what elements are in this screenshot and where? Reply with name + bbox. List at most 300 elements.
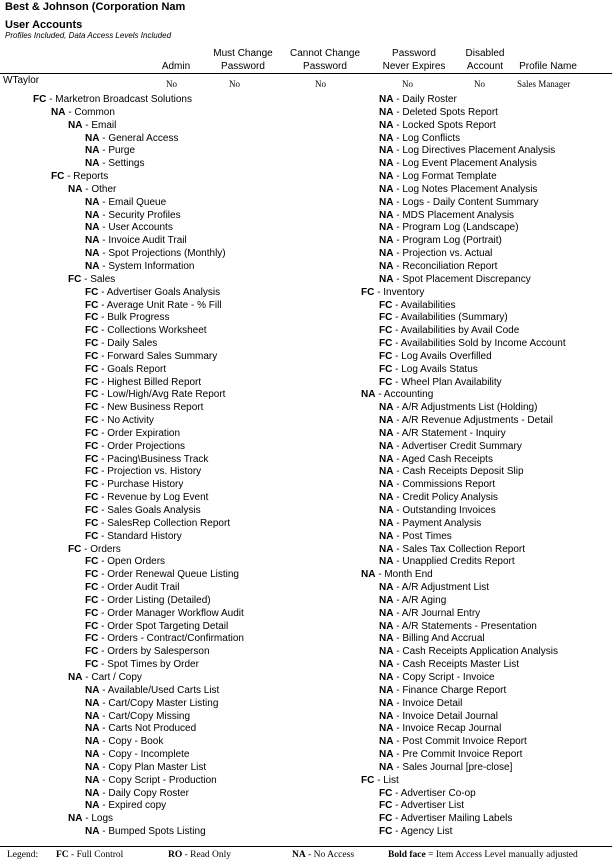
access-level-code: NA [361,569,376,581]
access-item-label: Projection vs. Actual [402,248,493,260]
access-level-code: NA [68,183,83,195]
access-item-label: Log Avails Overfilled [401,350,492,362]
separator: - [98,389,108,401]
legend-read-only: RO - Read Only [168,850,232,860]
separator: - [393,440,402,452]
access-item [310,94,610,107]
access-level-code: NA [379,684,394,696]
access-item-label: Other [91,183,117,195]
access-item-label: Order Listing (Detailed) [107,594,211,606]
access-item-label: Sales [90,273,116,285]
access-level-code: NA [85,800,100,812]
access-item-label: Marketron Broadcast Solutions [55,94,192,105]
access-level-code: FC [379,363,393,375]
access-level-code: FC [85,569,99,581]
access-item [310,300,610,313]
access-item [0,210,300,223]
separator: - [393,415,402,427]
access-level-code: NA [379,582,394,594]
access-level-code: NA [379,171,394,183]
access-level-code: NA [379,646,394,658]
separator: - [99,260,109,272]
separator: - [393,209,403,221]
access-level-code: NA [68,671,83,683]
access-item [0,274,300,287]
access-item-label: Spot Times by Order [107,659,199,671]
separator: - [98,659,108,671]
access-item [310,377,610,390]
access-item [0,338,300,351]
access-item [310,633,610,646]
footer-divider [0,846,612,847]
access-level-code: NA [85,235,100,247]
legend-label: Legend: [7,850,39,860]
access-item [0,633,300,646]
separator: - [98,363,108,375]
separator: - [393,620,402,632]
access-item [0,531,300,544]
access-item-label: Available/Used Carts List [107,684,220,696]
access-level-code: NA [68,119,83,131]
separator: - [82,671,92,683]
access-level-code: NA [85,761,100,773]
access-item-label: Goals Report [107,363,167,375]
separator: - [99,684,108,696]
report-subtitle: Profiles Included, Data Access Levels Included [5,31,172,40]
access-item-label: Revenue by Log Event [107,492,209,504]
access-level-code: FC [85,594,99,606]
separator: - [393,505,403,516]
separator: - [393,710,403,722]
access-item-label: No Activity [107,415,154,427]
column-header-cannot-change-password: Cannot Change Password [289,48,361,72]
access-item-label: Log Conflicts [402,132,461,144]
separator: - [82,813,92,825]
access-item [310,788,610,801]
access-item-label: Purge [108,145,136,157]
access-item [0,377,300,390]
access-item-label: Logs [91,813,114,825]
access-item-label: Bumped Spots Listing [108,826,206,838]
access-item [0,248,300,261]
access-level-code: NA [379,145,394,157]
separator: - [98,376,108,388]
access-level-code: NA [85,710,100,722]
access-item-label: A/R Aging [401,594,447,606]
access-item-label: Availabilities [400,299,456,311]
access-item [310,518,610,531]
access-item-label: Common [74,106,115,118]
access-item-label: Orders by Salesperson [107,646,210,658]
access-item [0,120,300,133]
company-name: Best & Johnson (Corporation Nam [5,1,186,13]
access-item [310,646,610,659]
access-item-label: Pre Commit Invoice Report [402,749,523,761]
separator: - [392,299,401,311]
access-item [0,325,300,338]
access-level-code: NA [379,260,394,272]
access-item-label: Finance Charge Report [402,684,507,696]
access-level-code: FC [85,312,99,324]
access-item [310,184,610,197]
access-item [0,518,300,531]
access-item [310,248,610,261]
access-item [310,428,610,441]
access-level-code: NA [379,466,394,478]
separator: - [393,158,403,170]
separator: - [98,402,108,414]
access-level-code: NA [85,209,100,221]
access-level-code: NA [379,119,394,131]
value-admin: No [166,79,177,89]
legend-bold-face: Bold face = Item Access Level manually adjusted [388,850,578,860]
separator: - [98,312,108,324]
access-item [0,235,300,248]
access-level-code: NA [85,723,100,735]
separator: - [393,671,403,683]
access-level-code: NA [85,826,100,838]
access-level-code: FC [68,543,82,555]
access-item-label: Invoice Recap Journal [402,723,502,735]
value-disabled-account: No [474,79,485,89]
access-level-code: NA [379,209,394,221]
access-level-code: NA [379,697,394,709]
legend-full-control: FC - Full Control [56,850,124,860]
access-level-code: NA [379,273,394,285]
column-header-disabled-account: Disabled Account [465,48,505,72]
separator: - [98,286,107,298]
access-item-label: Month End [384,569,433,581]
separator: - [98,325,108,337]
access-level-code: NA [379,517,394,529]
access-item-label: Copy - Incomplete [108,749,190,761]
access-item-label: Deleted Spots Report [402,106,498,118]
access-level-code: NA [379,415,394,427]
report-title: User Accounts [5,19,83,31]
access-level-code: FC [85,286,99,298]
access-item [310,312,610,325]
access-item-label: Email Queue [108,196,167,208]
separator: - [99,826,109,838]
access-item-label: Orders - Contract/Confirmation [107,633,244,645]
access-item [310,120,610,133]
access-item-label: Cart/Copy Missing [108,710,191,722]
access-level-code: FC [379,376,393,388]
separator: - [393,171,403,183]
access-item [0,595,300,608]
access-level-code: FC [85,620,99,632]
access-level-code: NA [379,427,394,439]
access-item-label: Wheel Plan Availability [401,376,502,388]
access-item [310,569,610,582]
access-item [310,813,610,826]
separator: - [393,646,403,658]
separator: - [375,389,384,401]
separator: - [64,171,74,183]
access-item [0,428,300,441]
access-item [0,145,300,158]
access-item-label: Order Audit Trail [107,582,180,594]
access-item [310,454,610,467]
access-level-code: NA [379,222,394,234]
access-item-label: Sales Goals Analysis [107,505,201,516]
separator: - [99,787,109,799]
access-level-code: FC [85,646,99,658]
access-item-label: Highest Billed Report [107,376,202,388]
access-item [0,723,300,736]
separator: - [99,697,109,709]
access-item-label: A/R Journal Entry [401,607,481,619]
access-item [310,158,610,171]
separator: - [393,132,403,144]
access-item [0,659,300,672]
separator: - [98,633,108,645]
access-item [0,454,300,467]
separator: - [392,826,401,838]
separator: - [98,620,108,632]
access-item [310,274,610,287]
separator: - [393,530,403,542]
access-level-code: FC [85,453,99,465]
user-name: WTaylor [3,75,40,86]
access-item-label: Copy - Book [108,736,164,748]
access-item [0,685,300,698]
access-item-label: Locked Spots Report [402,119,496,131]
access-item [0,402,300,415]
access-level-code: NA [379,607,394,619]
access-level-code: NA [379,196,394,208]
access-item [0,300,300,313]
access-item-label: Cart/Copy Master Listing [108,697,219,709]
separator: - [392,312,401,324]
access-item [310,595,610,608]
access-level-code: NA [379,723,394,735]
separator: - [393,260,403,272]
access-item-label: Standard History [107,530,182,542]
access-level-code: NA [85,697,100,709]
access-item [0,582,300,595]
access-item [0,646,300,659]
access-item [0,621,300,634]
separator: - [98,556,108,568]
access-item [0,556,300,569]
access-item-label: SalesRep Collection Report [107,517,231,529]
separator: - [99,736,109,748]
separator: - [392,800,401,812]
access-item [310,492,610,505]
separator: - [99,248,109,260]
access-item [310,171,610,184]
access-item-label: Payment Analysis [402,517,482,529]
access-item-label: Order Renewal Queue Listing [107,569,239,581]
access-level-code: NA [379,594,394,606]
access-item-label: A/R Statement - Inquiry [401,427,506,439]
access-item-label: Invoice Audit Trail [108,235,187,247]
separator: - [99,222,109,234]
access-level-code: FC [85,530,99,542]
separator: - [393,659,403,671]
access-item-label: Bulk Progress [107,312,170,324]
access-item [310,107,610,120]
access-level-code: NA [68,813,83,825]
access-item [310,736,610,749]
access-level-code: NA [379,132,394,144]
access-item-label: Commissions Report [402,479,496,491]
access-level-code: FC [85,389,99,401]
separator: - [393,543,403,555]
separator: - [393,697,403,709]
separator: - [392,376,402,388]
access-item-label: Daily Sales [107,338,158,350]
access-item [0,107,300,120]
separator: - [393,517,403,529]
access-item [310,222,610,235]
access-level-code: NA [379,530,394,542]
access-item [310,723,610,736]
access-level-code: NA [85,248,100,260]
separator: - [393,196,403,208]
access-item [310,325,610,338]
separator: - [98,492,108,504]
access-item-label: Cash Receipts Application Analysis [402,646,558,658]
access-item-label: A/R Statements - Presentation [401,620,537,632]
access-item [0,94,300,107]
access-item [0,389,300,402]
access-item [310,235,610,248]
separator: - [393,94,403,105]
access-level-code: NA [379,440,394,452]
access-level-code: FC [85,350,99,362]
access-item [310,608,610,621]
access-level-code: NA [379,248,394,260]
access-item [0,775,300,788]
access-level-code: FC [379,338,393,350]
access-item-label: Low/High/Avg Rate Report [107,389,226,401]
access-item [0,184,300,197]
separator: - [99,761,109,773]
access-item [310,351,610,364]
access-level-code: FC [379,350,393,362]
access-level-code: NA [85,736,100,748]
access-item-label: Daily Roster [402,94,457,105]
access-item-label: Collections Worksheet [107,325,207,337]
access-level-code: FC [85,402,99,414]
access-level-code: NA [379,710,394,722]
separator: - [98,299,107,311]
access-level-code: NA [85,260,100,272]
access-level-code: NA [379,749,394,761]
separator: - [99,145,109,157]
access-item [310,261,610,274]
separator: - [393,427,402,439]
value-must-change-password: No [229,79,240,89]
separator: - [98,338,108,350]
separator: - [393,273,403,285]
access-level-code: FC [85,556,99,568]
access-level-code: FC [85,427,99,439]
access-item [310,544,610,557]
separator: - [99,196,109,208]
separator: - [99,209,109,221]
access-item-label: Spot Placement Discrepancy [402,273,531,285]
separator: - [98,427,108,439]
access-level-code: NA [379,633,394,645]
access-item-label: Program Log (Landscape) [402,222,519,234]
access-level-code: FC [85,517,99,529]
access-item-label: Order Manager Workflow Audit [107,607,244,619]
separator: - [99,800,109,812]
access-item [310,338,610,351]
separator: - [392,813,401,825]
access-item-label: Log Directives Placement Analysis [402,145,556,157]
access-level-code: NA [379,453,394,465]
access-item-label: Inventory [383,286,425,298]
separator: - [393,222,403,234]
separator: - [98,569,108,581]
access-level-code: FC [85,505,99,516]
separator: - [82,183,92,195]
access-level-code: FC [51,171,65,183]
separator: - [393,492,403,504]
access-item-label: Advertiser Goals Analysis [106,286,221,298]
separator: - [99,723,109,735]
access-level-code: NA [85,749,100,761]
access-level-code: FC [33,94,47,105]
access-level-code: FC [85,376,99,388]
access-item-label: Advertiser Co-op [400,787,476,799]
access-item-label: Open Orders [107,556,166,568]
separator: - [392,787,401,799]
separator: - [393,684,403,696]
access-item [0,312,300,325]
access-level-code: NA [85,222,100,234]
separator: - [393,248,403,260]
access-item [0,569,300,582]
access-item [0,736,300,749]
separator: - [81,273,91,285]
access-item-label: Reports [73,171,109,183]
access-level-code: FC [85,338,99,350]
separator: - [98,582,108,594]
separator: - [393,106,403,118]
access-item-label: Credit Policy Analysis [402,492,498,504]
access-level-code: FC [379,325,393,337]
access-level-code: NA [85,774,100,786]
separator: - [392,338,401,350]
access-item [310,505,610,518]
access-level-code: NA [379,505,394,516]
access-item-label: Reconciliation Report [402,260,498,272]
access-item-label: Post Commit Invoice Report [402,736,527,748]
access-level-code: NA [379,761,394,773]
access-item [0,261,300,274]
access-item [0,222,300,235]
access-level-code: NA [85,684,100,696]
separator: - [98,517,108,529]
separator: - [393,761,403,773]
access-item [0,466,300,479]
separator: - [98,453,108,465]
access-level-code: NA [379,543,394,555]
access-item-label: Pacing\Business Track [107,453,209,465]
access-item [0,800,300,813]
separator: - [81,543,91,555]
access-item-label: A/R Revenue Adjustments - Detail [401,415,553,427]
access-level-code: FC [85,582,99,594]
separator: - [65,106,75,118]
access-item-label: MDS Placement Analysis [402,209,515,221]
separator: - [392,325,401,337]
